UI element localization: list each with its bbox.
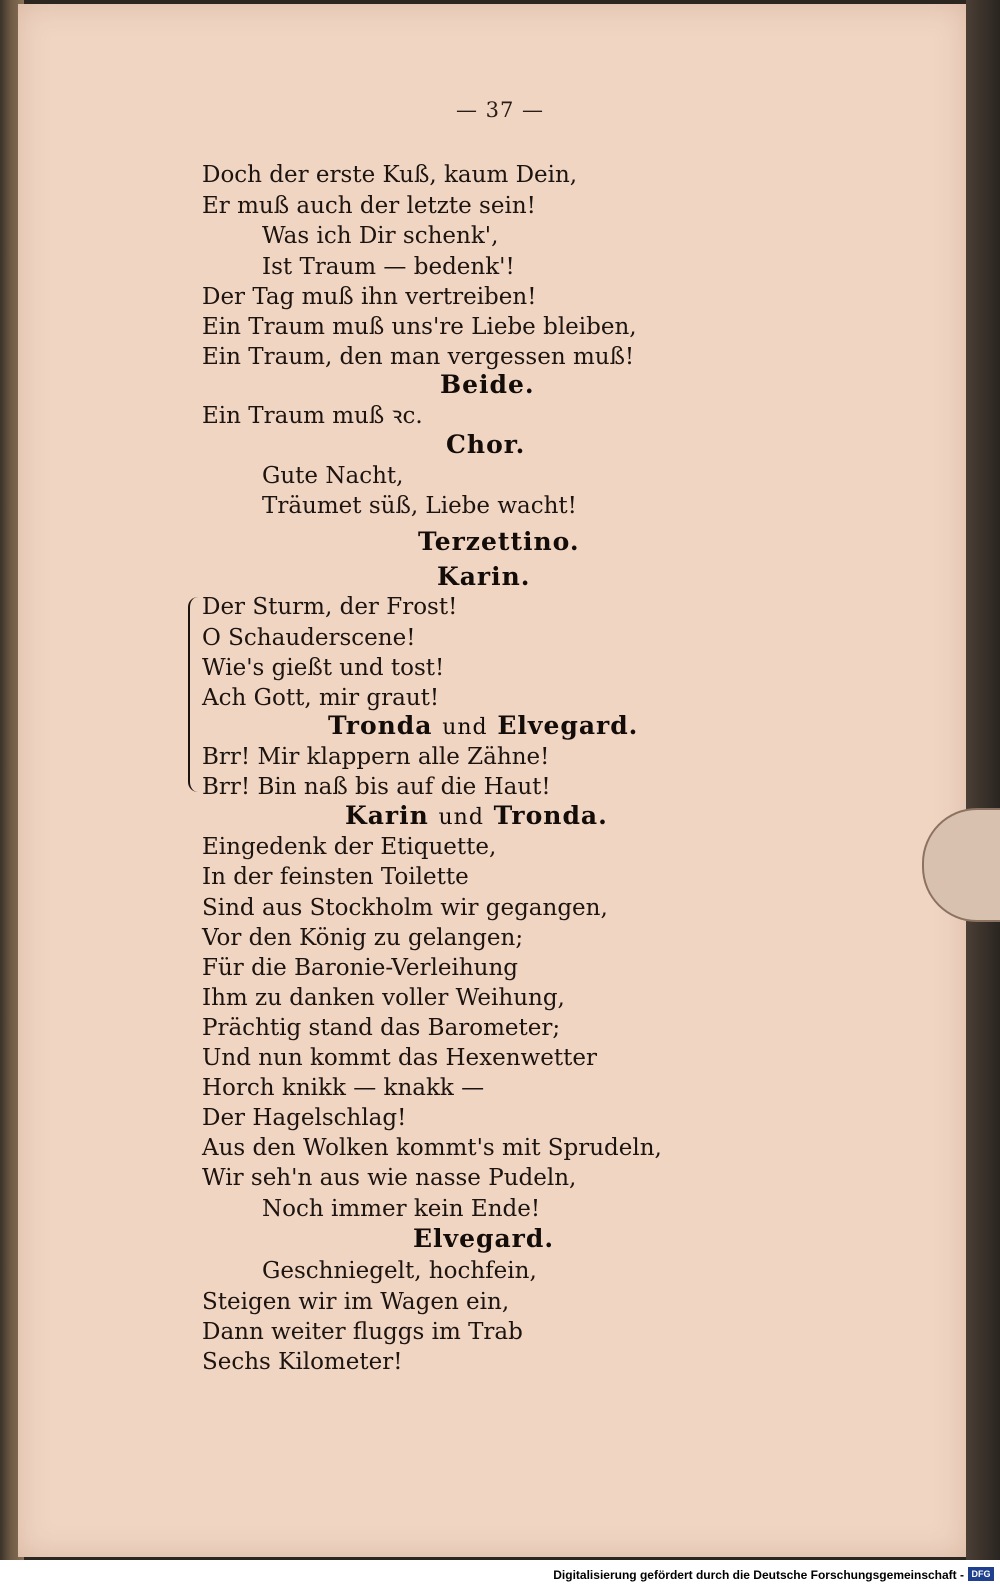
verse-line: Der Tag muß ihn vertreiben! <box>202 284 537 310</box>
verse-line: Er muß auch der letzte sein! <box>202 193 536 219</box>
speaker-heading-karin-tronda <box>345 801 608 833</box>
verse-line: O Schauderscene! <box>202 625 416 651</box>
verse-line: Dann weiter fluggs im Trab <box>202 1319 523 1345</box>
verse-line: Träumet süß, Liebe wacht! <box>262 493 577 519</box>
verse-line: Ein Traum muß uns're Liebe bleiben, <box>202 314 637 340</box>
page-number: — 37 — <box>455 98 545 122</box>
speaker-name-karin: Karin <box>345 801 429 830</box>
verse-line: Und nun kommt das Hexenwetter <box>202 1045 597 1071</box>
speaker-heading-beide: Beide. <box>440 370 535 399</box>
verse-line: Eingedenk der Etiquette, <box>202 834 497 860</box>
verse-line: Der Hagelschlag! <box>202 1105 407 1131</box>
verse-line: Wie's gießt und tost! <box>202 655 445 681</box>
speaker-name-tronda: Tronda <box>328 711 433 740</box>
scan-background-right <box>966 0 1000 1560</box>
verse-line: Sind aus Stockholm wir gegangen, <box>202 895 608 921</box>
section-heading-terzettino: Terzettino. <box>418 527 580 556</box>
speaker-heading-elvegard: Elvegard. <box>413 1224 555 1253</box>
verse-line: Ach Gott, mir graut! <box>202 685 440 711</box>
verse-line: Noch immer kein Ende! <box>262 1196 541 1222</box>
verse-line: Gute Nacht, <box>262 463 404 489</box>
verse-line: Brr! Mir klappern alle Zähne! <box>202 744 550 770</box>
verse-line: Der Sturm, der Frost! <box>202 594 458 620</box>
footer-credit: Digitalisierung gefördert durch die Deutsche Forschungsgemeinschaft - <box>553 1568 964 1582</box>
verse-line: Aus den Wolken kommt's mit Sprudeln, <box>202 1135 662 1161</box>
verse-line: Wir seh'n aus wie nasse Pudeln, <box>202 1165 577 1191</box>
verse-line: Prächtig stand das Barometer; <box>202 1015 561 1041</box>
verse-line: Ein Traum, den man vergessen muß! <box>202 344 635 370</box>
speaker-name-tronda: Tronda. <box>493 801 608 830</box>
verse-line: Horch knikk — knakk — <box>202 1075 485 1101</box>
dfg-logo: DFG <box>968 1567 994 1581</box>
verse-line: Geschniegelt, hochfein, <box>262 1258 537 1284</box>
verse-line: Was ich Dir schenk', <box>262 223 499 249</box>
speaker-name-elvegard: Elvegard. <box>497 711 639 740</box>
verse-line: Doch der erste Kuß, kaum Dein, <box>202 162 578 188</box>
verse-line: Ein Traum muß ꝛc. <box>202 403 423 429</box>
verse-line: Für die Baronie-Verleihung <box>202 955 519 981</box>
curly-brace <box>188 597 202 792</box>
verse-line: Brr! Bin naß bis auf die Haut! <box>202 774 551 800</box>
footer-bar <box>0 1560 1000 1589</box>
verse-line: In der feinsten Toilette <box>202 864 469 890</box>
verse-line: Sechs Kilometer! <box>202 1349 403 1375</box>
conjunction: und <box>442 715 488 740</box>
speaker-heading-chor: Chor. <box>446 430 526 459</box>
verse-line: Vor den König zu gelangen; <box>202 925 524 951</box>
verse-line: Steigen wir im Wagen ein, <box>202 1289 510 1315</box>
conjunction: und <box>438 805 484 830</box>
verse-line: Ihm zu danken voller Weihung, <box>202 985 565 1011</box>
verse-line: Ist Traum — bedenk'! <box>262 254 515 280</box>
speaker-heading-karin: Karin. <box>437 562 531 591</box>
speaker-heading-tronda-elvegard <box>328 711 638 743</box>
